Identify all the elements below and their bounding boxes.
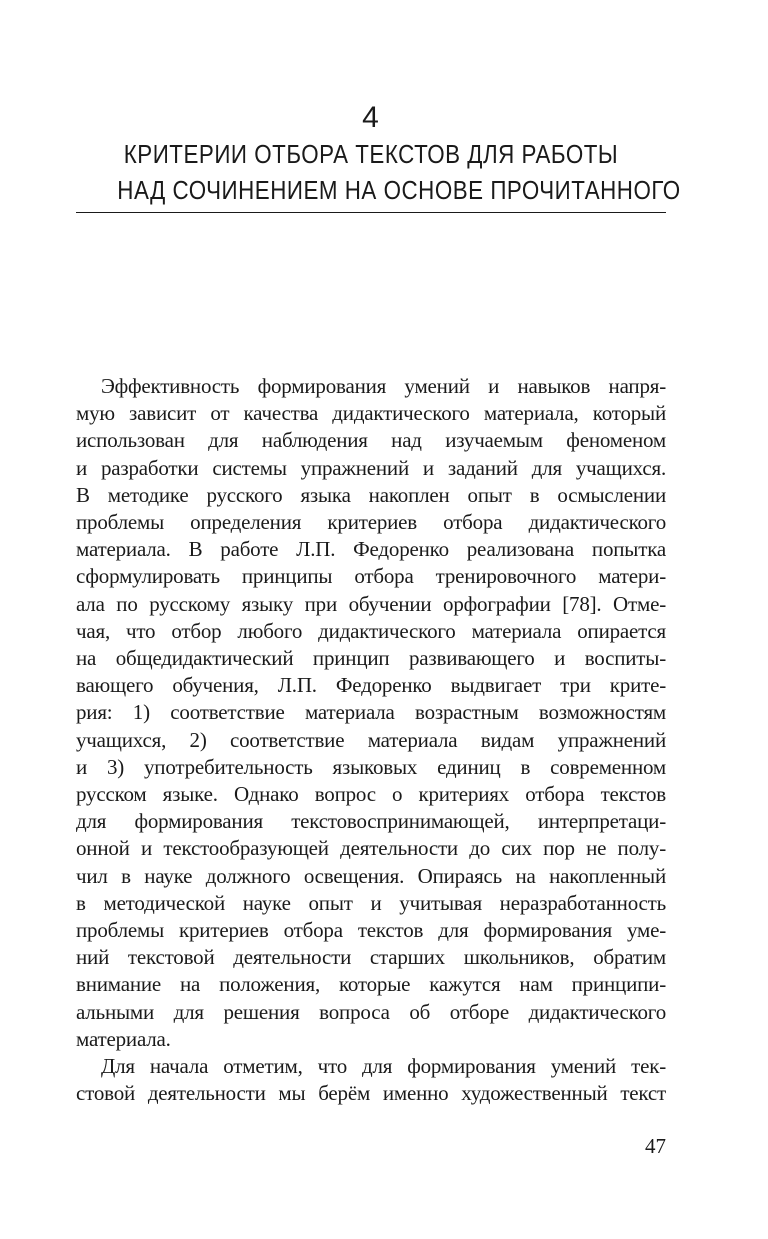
chapter-number: 4 (362, 101, 380, 134)
paragraph-line: ала по русскому языку при обучении орфографии [78]. Отме- (76, 591, 666, 616)
paragraph-line: проблемы определения критериев отбора дидактического (76, 510, 666, 535)
chapter-title (76, 136, 681, 208)
paragraph-line: в методической науке опыт и учитывая неразработанность (76, 890, 666, 915)
paragraph-line: материала. (76, 1026, 171, 1051)
paragraph-line: и разработки системы упражнений и заданий для учащихся. (76, 455, 666, 480)
paragraph-line: для формирования текстовоспринимающей, интерпретаци- (76, 809, 666, 834)
page-number: 47 (645, 1134, 666, 1158)
paragraph-line: стовой деятельности мы берём именно художественный текст (76, 1081, 666, 1106)
paragraph-line: чая, что отбор любого дидактического материала опирается (76, 618, 666, 643)
body-text (76, 373, 666, 1107)
paragraph-line: Для начала отметим, что для формирования умений тек- (101, 1054, 666, 1079)
paragraph-line: мую зависит от качества дидактического материала, который (76, 401, 666, 426)
paragraph-line: ний текстовой деятельности старших школьников, обратим (76, 945, 666, 970)
paragraph-line: сформулировать принципы отбора тренировочного матери- (76, 564, 666, 589)
chapter-header (76, 100, 681, 208)
paragraph-line: вающего обучения, Л.П. Федоренко выдвигает три крите- (76, 673, 666, 698)
paragraph-line: проблемы критериев отбора текстов для формирования уме- (76, 918, 666, 943)
paragraph-line: В методике русского языка накоплен опыт в осмыслении (76, 482, 666, 507)
paragraph-line: чил в науке должного освещения. Опираясь на накопленный (76, 863, 666, 888)
paragraph-line: онной и текстообразующей деятельности до сих пор не полу- (76, 836, 666, 861)
paragraph-line: на общедидактический принцип развивающего и воспиты- (76, 646, 666, 671)
paragraph-line: альными для решения вопроса об отборе дидактического (76, 999, 666, 1024)
paragraph-line: материала. В работе Л.П. Федоренко реализована попытка (76, 537, 666, 562)
paragraph-line: учащихся, 2) соответствие материала видам упражнений (76, 727, 666, 752)
paragraph-line: Эффективность формирования умений и навыков напря- (101, 374, 666, 398)
paragraph-line: внимание на положения, которые кажутся нам принципи- (76, 972, 666, 997)
title-underline (76, 212, 666, 213)
chapter-title-line: НАД СОЧИНЕНИЕМ НА ОСНОВЕ ПРОЧИТАННОГО (117, 175, 681, 205)
paragraph-line: использован для наблюдения над изучаемым феноменом (76, 428, 666, 453)
chapter-title-line: КРИТЕРИИ ОТБОРА ТЕКСТОВ ДЛЯ РАБОТЫ (123, 139, 619, 169)
paragraph-line: и 3) употребительность языковых единиц в современном (76, 754, 666, 779)
paragraph-line: русском языке. Однако вопрос о критериях отбора текстов (76, 782, 666, 807)
paragraph-line: рия: 1) соответствие материала возрастным возможностям (76, 700, 666, 725)
